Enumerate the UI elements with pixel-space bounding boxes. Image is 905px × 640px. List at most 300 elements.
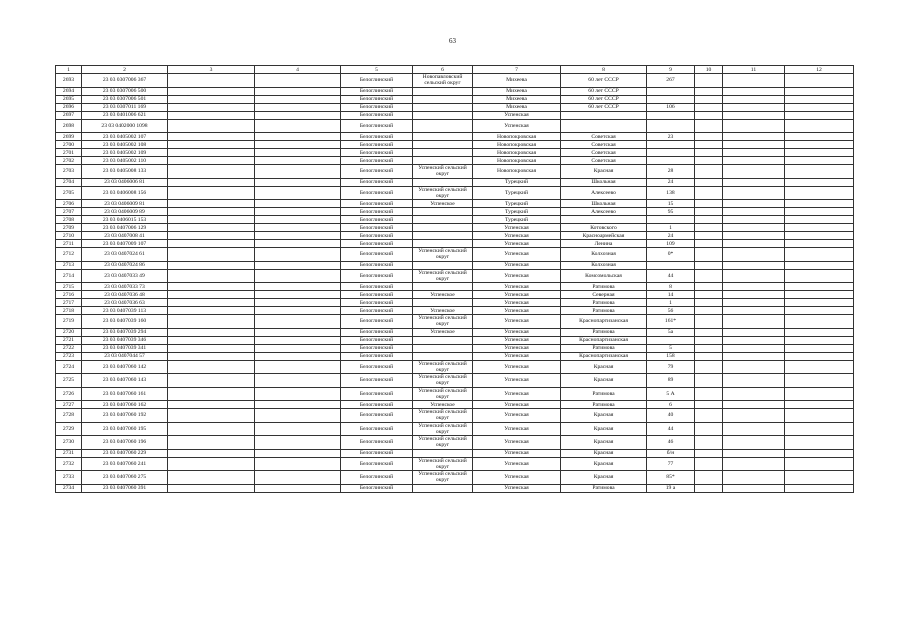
table-cell <box>785 74 854 88</box>
column-header: 10 <box>695 66 723 74</box>
table-cell <box>695 261 723 269</box>
table-cell: 23 03 0407060 195 <box>82 422 168 436</box>
table-cell: 23 03 0407060 241 <box>82 457 168 471</box>
table-cell: Успенская <box>473 336 561 344</box>
table-cell <box>255 374 341 388</box>
table-cell: 2730 <box>56 436 82 450</box>
table-cell <box>723 157 785 165</box>
table-cell: 23 <box>647 133 695 141</box>
table-cell <box>255 457 341 471</box>
table-cell: Турецкий <box>473 216 561 224</box>
table-cell <box>785 471 854 485</box>
table-cell: Красная <box>561 457 647 471</box>
table-cell <box>723 283 785 291</box>
table-cell: 2717 <box>56 299 82 307</box>
table-cell <box>168 387 255 401</box>
table-cell: Белоглинский <box>341 157 413 165</box>
table-cell: 23 03 0405008 133 <box>82 165 168 179</box>
table-cell: 60 лет СССР <box>561 74 647 88</box>
table-cell: Красная <box>561 449 647 457</box>
table-cell: Новопавловский сельский округ <box>413 74 473 88</box>
table-cell: 44 <box>647 422 695 436</box>
table-cell <box>695 449 723 457</box>
table-row <box>56 336 854 344</box>
table-cell: Успенское <box>413 328 473 336</box>
table-cell: Белоглинский <box>341 269 413 283</box>
table-cell <box>255 328 341 336</box>
table-cell: Белоглинский <box>341 307 413 315</box>
table-cell <box>168 299 255 307</box>
table-cell: Ратимова <box>561 344 647 352</box>
table-cell: 2703 <box>56 165 82 179</box>
column-header: 8 <box>561 66 647 74</box>
table-cell <box>647 216 695 224</box>
table-cell <box>255 165 341 179</box>
table-cell: Успенский сельский округ <box>413 471 473 485</box>
table-cell: 19 а <box>647 484 695 492</box>
table-cell <box>695 119 723 133</box>
table-row <box>56 216 854 224</box>
table-cell <box>723 186 785 200</box>
table-cell: 1 <box>647 299 695 307</box>
table-cell: Белоглинский <box>341 344 413 352</box>
table-cell: Успенская <box>473 111 561 119</box>
table-cell <box>695 328 723 336</box>
table-cell <box>723 436 785 450</box>
table-cell: 23 03 0407060 391 <box>82 484 168 492</box>
table-cell: Успенский сельский округ <box>413 186 473 200</box>
table-row <box>56 87 854 95</box>
table-cell <box>255 336 341 344</box>
table-cell <box>695 178 723 186</box>
table-cell <box>168 328 255 336</box>
table-cell <box>695 291 723 299</box>
table-cell <box>723 269 785 283</box>
table-cell <box>785 401 854 409</box>
column-header: 6 <box>413 66 473 74</box>
table-cell: Советская <box>561 141 647 149</box>
table-row <box>56 178 854 186</box>
table-cell: Ратимова <box>561 307 647 315</box>
table-cell <box>723 344 785 352</box>
table-cell <box>255 208 341 216</box>
table-row <box>56 283 854 291</box>
table-cell <box>168 422 255 436</box>
table-cell: 23 03 0407039 113 <box>82 307 168 315</box>
table-cell: 60 лет СССР <box>561 95 647 103</box>
table-row <box>56 208 854 216</box>
table-row <box>56 111 854 119</box>
table-cell: Краснопартизанская <box>561 315 647 329</box>
table-cell <box>255 200 341 208</box>
table-cell: Успенская <box>473 291 561 299</box>
table-cell <box>413 216 473 224</box>
table-cell: 23 03 0407036 48 <box>82 291 168 299</box>
table-cell <box>255 240 341 248</box>
table-cell: 2700 <box>56 141 82 149</box>
table-cell <box>168 248 255 262</box>
table-cell: Белоглинский <box>341 283 413 291</box>
table-cell <box>785 360 854 374</box>
table-cell: 2712 <box>56 248 82 262</box>
table-cell: 2721 <box>56 336 82 344</box>
table-cell: Белоглинский <box>341 315 413 329</box>
table-cell <box>785 165 854 179</box>
table-cell <box>723 208 785 216</box>
table-cell <box>723 401 785 409</box>
table-cell: Успенский сельский округ <box>413 269 473 283</box>
table-cell <box>255 360 341 374</box>
table-cell: Успенская <box>473 261 561 269</box>
table-cell <box>647 261 695 269</box>
table-cell <box>413 352 473 360</box>
table-cell <box>255 387 341 401</box>
table-cell: Успенская <box>473 471 561 485</box>
table-cell: 23 03 0407060 143 <box>82 374 168 388</box>
table-cell <box>785 344 854 352</box>
table-cell: Колхозная <box>561 261 647 269</box>
table-row <box>56 299 854 307</box>
table-cell: Колхозная <box>561 248 647 262</box>
table-cell: Школьная <box>561 200 647 208</box>
table-cell: Котовского <box>561 224 647 232</box>
table-cell: Успенская <box>473 307 561 315</box>
table-cell <box>695 283 723 291</box>
table-cell <box>255 149 341 157</box>
table-cell: 2722 <box>56 344 82 352</box>
table-cell: Успенская <box>473 344 561 352</box>
table-cell <box>168 291 255 299</box>
table-cell <box>255 291 341 299</box>
table-cell: 23 03 0407033 73 <box>82 283 168 291</box>
table-cell: Новопокровская <box>473 133 561 141</box>
table-cell: Успенская <box>473 484 561 492</box>
table-cell: Успенская <box>473 352 561 360</box>
table-cell <box>255 111 341 119</box>
table-row <box>56 248 854 262</box>
table-cell <box>413 95 473 103</box>
table-cell: 158 <box>647 352 695 360</box>
table-cell <box>785 232 854 240</box>
table-cell: 2701 <box>56 149 82 157</box>
table-cell: 23 03 0406015 153 <box>82 216 168 224</box>
table-cell <box>723 291 785 299</box>
table-cell: Успенский сельский округ <box>413 165 473 179</box>
table-cell <box>168 165 255 179</box>
table-cell: Красная <box>561 165 647 179</box>
table-cell <box>695 387 723 401</box>
table-row <box>56 200 854 208</box>
table-cell <box>413 133 473 141</box>
table-cell <box>695 409 723 423</box>
table-cell <box>785 119 854 133</box>
table-cell: 23 03 0307006 500 <box>82 87 168 95</box>
table-cell: 23 03 0307006 367 <box>82 74 168 88</box>
table-row <box>56 133 854 141</box>
table-cell <box>695 360 723 374</box>
table-cell <box>723 248 785 262</box>
table-cell: 23 03 0407039 160 <box>82 315 168 329</box>
table-cell: 2709 <box>56 224 82 232</box>
table-cell: б/н <box>647 449 695 457</box>
table-cell: 23 03 0401006 621 <box>82 111 168 119</box>
table-cell: 2732 <box>56 457 82 471</box>
table-cell: 109 <box>647 240 695 248</box>
table-cell: 79 <box>647 360 695 374</box>
table-cell: Советская <box>561 133 647 141</box>
table-cell <box>255 401 341 409</box>
table-cell <box>168 484 255 492</box>
table-row <box>56 103 854 111</box>
table-cell: Успенский сельский округ <box>413 360 473 374</box>
table-cell: Белоглинский <box>341 299 413 307</box>
table-cell: Ратимова <box>561 387 647 401</box>
table-cell: 2719 <box>56 315 82 329</box>
table-cell <box>168 74 255 88</box>
table-cell <box>785 178 854 186</box>
table-cell: Турецкий <box>473 208 561 216</box>
table-cell <box>695 165 723 179</box>
table-cell: Успенская <box>473 387 561 401</box>
table-cell: Белоглинский <box>341 103 413 111</box>
table-cell: Белоглинский <box>341 87 413 95</box>
table-cell: Красноармейская <box>561 232 647 240</box>
table-cell: Успенская <box>473 269 561 283</box>
table-cell <box>723 178 785 186</box>
table-cell: 23 03 0407039 294 <box>82 328 168 336</box>
table-cell: 2715 <box>56 283 82 291</box>
table-cell: Красная <box>561 374 647 388</box>
table-cell: Белоглинский <box>341 224 413 232</box>
table-cell: Успенская <box>473 422 561 436</box>
table-cell: Успенский сельский округ <box>413 374 473 388</box>
table-cell: 2723 <box>56 352 82 360</box>
table-cell <box>168 232 255 240</box>
table-cell <box>168 119 255 133</box>
table-cell: 6 <box>647 401 695 409</box>
table-cell <box>413 87 473 95</box>
table-cell <box>255 436 341 450</box>
table-cell <box>785 261 854 269</box>
table-cell: 2718 <box>56 307 82 315</box>
table-cell: Белоглинский <box>341 484 413 492</box>
table-cell <box>413 240 473 248</box>
table-cell <box>785 457 854 471</box>
table-cell: Новопокровская <box>473 165 561 179</box>
table-cell: Успенская <box>473 449 561 457</box>
table-cell <box>255 283 341 291</box>
table-cell <box>723 87 785 95</box>
table-cell: 138 <box>647 186 695 200</box>
table-cell: 2713 <box>56 261 82 269</box>
table-row <box>56 307 854 315</box>
table-cell <box>785 149 854 157</box>
table-cell: Успенская <box>473 315 561 329</box>
table-cell <box>168 240 255 248</box>
table-cell <box>168 103 255 111</box>
table-cell <box>695 299 723 307</box>
table-cell: Советская <box>561 157 647 165</box>
table-cell: Успенская <box>473 232 561 240</box>
table-cell <box>255 157 341 165</box>
table-row <box>56 240 854 248</box>
table-cell: 2714 <box>56 269 82 283</box>
table-row <box>56 360 854 374</box>
table-cell <box>413 178 473 186</box>
table-cell: Михеева <box>473 103 561 111</box>
table-cell <box>695 484 723 492</box>
table-cell <box>647 111 695 119</box>
table-cell: Белоглинский <box>341 336 413 344</box>
table-cell: 23 03 0407039 341 <box>82 344 168 352</box>
table-cell: 23 03 0407033 49 <box>82 269 168 283</box>
page-number: 63 <box>449 37 456 45</box>
table-cell <box>255 307 341 315</box>
table-cell <box>785 186 854 200</box>
table-cell <box>723 133 785 141</box>
table-cell <box>168 352 255 360</box>
table-cell <box>413 449 473 457</box>
table-cell <box>723 360 785 374</box>
table-cell <box>695 87 723 95</box>
table-cell <box>413 232 473 240</box>
table-cell: 2727 <box>56 401 82 409</box>
table-cell: 23 03 0307006 501 <box>82 95 168 103</box>
table-cell <box>785 436 854 450</box>
table-cell <box>785 299 854 307</box>
table-cell: Краснопартизанская <box>561 336 647 344</box>
table-cell: Михеева <box>473 95 561 103</box>
table-cell: 5а <box>647 328 695 336</box>
table-cell: Белоглинский <box>341 352 413 360</box>
table-cell: 23 03 0402000 1098 <box>82 119 168 133</box>
column-header: 1 <box>56 66 82 74</box>
table-cell <box>413 141 473 149</box>
table-cell: 40 <box>647 409 695 423</box>
table-cell: Белоглинский <box>341 133 413 141</box>
table-cell <box>168 374 255 388</box>
table-cell: 23 03 0407039 346 <box>82 336 168 344</box>
table-cell <box>695 471 723 485</box>
table-cell: 2704 <box>56 178 82 186</box>
table-cell: 23 03 0406009 81 <box>82 200 168 208</box>
table-cell <box>255 299 341 307</box>
table-cell <box>695 224 723 232</box>
table-row <box>56 328 854 336</box>
table-cell: Успенский сельский округ <box>413 315 473 329</box>
table-cell: 44 <box>647 269 695 283</box>
table-cell <box>168 401 255 409</box>
table-cell <box>413 484 473 492</box>
table-cell <box>785 200 854 208</box>
table-cell: Успенская <box>473 457 561 471</box>
table-cell <box>785 133 854 141</box>
table-cell <box>168 87 255 95</box>
table-cell: Алексеево <box>561 186 647 200</box>
column-header: 9 <box>647 66 695 74</box>
table-row <box>56 409 854 423</box>
table-cell <box>785 157 854 165</box>
table-cell <box>785 484 854 492</box>
table-cell: 2720 <box>56 328 82 336</box>
table-cell <box>695 141 723 149</box>
table-cell: Ратимова <box>561 299 647 307</box>
table-cell: 1 <box>647 224 695 232</box>
table-cell: 23 03 0407060 275 <box>82 471 168 485</box>
table-cell: Успенская <box>473 360 561 374</box>
table-cell <box>168 449 255 457</box>
table-row <box>56 436 854 450</box>
table-cell <box>723 141 785 149</box>
table-cell <box>695 133 723 141</box>
table-cell <box>785 103 854 111</box>
table-cell: Успенский сельский округ <box>413 248 473 262</box>
table-cell: 23 03 0406006 81 <box>82 178 168 186</box>
table-cell: Белоглинский <box>341 232 413 240</box>
table-cell <box>647 87 695 95</box>
table-row <box>56 261 854 269</box>
table-cell <box>695 232 723 240</box>
table-cell: Новопокровская <box>473 149 561 157</box>
table-row <box>56 352 854 360</box>
table-cell <box>785 87 854 95</box>
table-cell: Успенская <box>473 119 561 133</box>
table-cell: 23 03 0406008 156 <box>82 186 168 200</box>
table-cell: Белоглинский <box>341 436 413 450</box>
table-cell: 85* <box>647 471 695 485</box>
table-cell <box>168 409 255 423</box>
table-cell: 8 <box>647 283 695 291</box>
table-cell <box>785 387 854 401</box>
table-cell: Белоглинский <box>341 374 413 388</box>
table-cell: Белоглинский <box>341 200 413 208</box>
table-cell <box>413 299 473 307</box>
table-cell: 14 <box>647 291 695 299</box>
table-cell <box>561 119 647 133</box>
table-cell: Красная <box>561 471 647 485</box>
table-cell: 24 <box>647 178 695 186</box>
column-header: 11 <box>723 66 785 74</box>
table-cell: Белоглинский <box>341 457 413 471</box>
table-cell <box>168 95 255 103</box>
table-cell: Успенская <box>473 436 561 450</box>
table-cell: Красная <box>561 360 647 374</box>
table-cell: Ратимова <box>561 283 647 291</box>
table-cell: 23 03 0307011 169 <box>82 103 168 111</box>
table-cell <box>413 261 473 269</box>
table-cell: Белоглинский <box>341 216 413 224</box>
table-cell: 23 03 0407060 192 <box>82 409 168 423</box>
table-cell <box>695 422 723 436</box>
table-cell: Белоглинский <box>341 178 413 186</box>
table-cell <box>413 119 473 133</box>
table-cell: 23 03 0405002 110 <box>82 157 168 165</box>
table-cell <box>255 422 341 436</box>
table-cell <box>723 422 785 436</box>
table-cell <box>255 74 341 88</box>
table-cell: Школьная <box>561 178 647 186</box>
table-cell <box>413 208 473 216</box>
table-cell: Белоглинский <box>341 471 413 485</box>
table-cell: Успенский сельский округ <box>413 409 473 423</box>
table-header-row <box>56 66 854 74</box>
table-cell <box>413 149 473 157</box>
table-cell: Новопокровская <box>473 157 561 165</box>
table-cell <box>723 484 785 492</box>
table-cell: 2731 <box>56 449 82 457</box>
table-cell <box>413 111 473 119</box>
table-cell <box>723 232 785 240</box>
